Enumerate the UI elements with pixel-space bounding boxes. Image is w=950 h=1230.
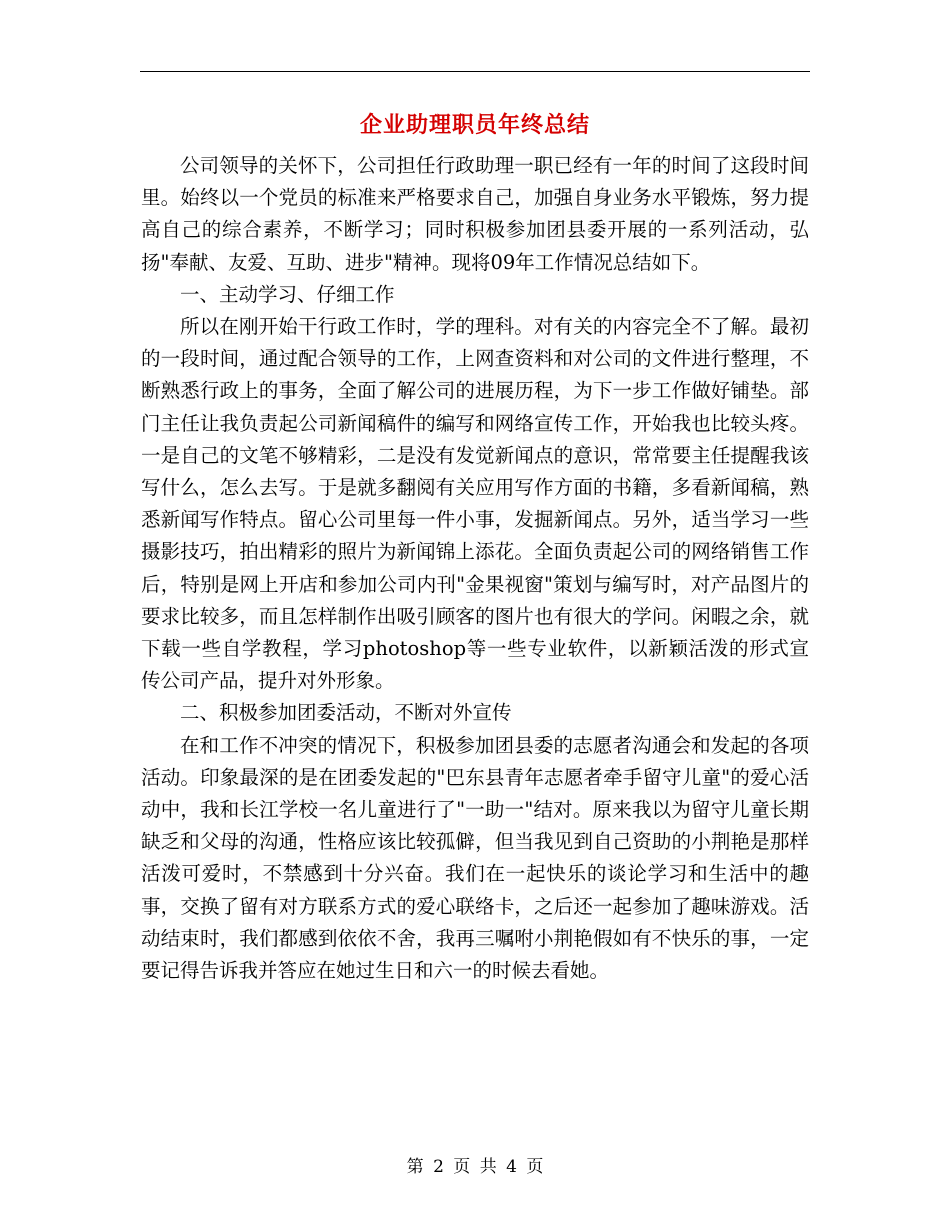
paragraph-section-2: 在和工作不冲突的情况下，积极参加团县委的志愿者沟通会和发起的各项活动。印象最深的是在团委发起的"巴东县青年志愿者牵手留守儿童"的爱心活动中，我和长江学校一名儿童进行了"一助一"结对。原来我以为留守儿童长期缺乏和父母的沟通，性格应该比较孤僻，但当我见到自己资助的小荆艳是那样活泼可爱时，不禁感到十分兴奋。我们在一起快乐的谈论学习和生活中的趣事，交换了留有对方联系方式的爱心联络卡，之后还一起参加了趣味游戏。活动结束时，我们都感到依依不舍，我再三嘱咐小荆艳假如有不快乐的事，一定要记得告诉我并答应在她过生日和六一的时候去看她。: [141, 733, 809, 983]
header-rule: [140, 71, 810, 72]
paragraph-intro: 公司领导的关怀下，公司担任行政助理一职已经有一年的时间了这段时间里。始终以一个党员的标准来严格要求自己，加强自身业务水平锻炼，努力提高自己的综合素养，不断学习；同时积极参加团县委开展的一系列活动，弘扬"奉献、友爱、互助、进步"精神。现将09年工作情况总结如下。: [141, 154, 809, 274]
paragraph-section-1: 所以在刚开始干行政工作时，学的理科。对有关的内容完全不了解。最初的一段时间，通过配合领导的工作，上网查资料和对公司的文件进行整理，不断熟悉行政上的事务，全面了解公司的进展历程，为下一步工作做好铺垫。部门主任让我负责起公司新闻稿件的编写和网络宣传工作，开始我也比较头疼。一是自己的文笔不够精彩，二是没有发觉新闻点的意识，常常要主任提醒我该写什么，怎么去写。于是就多翻阅有关应用写作方面的书籍，多看新闻稿，熟悉新闻写作特点。留心公司里每一件小事，发掘新闻点。另外，适当学习一些摄影技巧，拍出精彩的照片为新闻锦上添花。全面负责起公司的网络销售工作后，特别是网上开店和参加公司内刊"金果视窗"策划与编写时，对产品图片的要求比较多，而且怎样制作出吸引顾客的图片也有很大的学问。闲暇之余，就下载一些自学教程，学习photoshop等一些专业软件，以新颖活泼的形式宣传公司产品，提升对外形象。: [141, 315, 809, 693]
section-heading-2: 二、积极参加团委活动，不断对外宣传: [180, 701, 512, 725]
document-title: 企业助理职员年终总结: [359, 112, 590, 138]
section-heading-1: 一、主动学习、仔细工作: [180, 282, 395, 306]
page-footer: 第 2 页 共 4 页: [406, 1157, 544, 1177]
document-body: [141, 150, 809, 987]
